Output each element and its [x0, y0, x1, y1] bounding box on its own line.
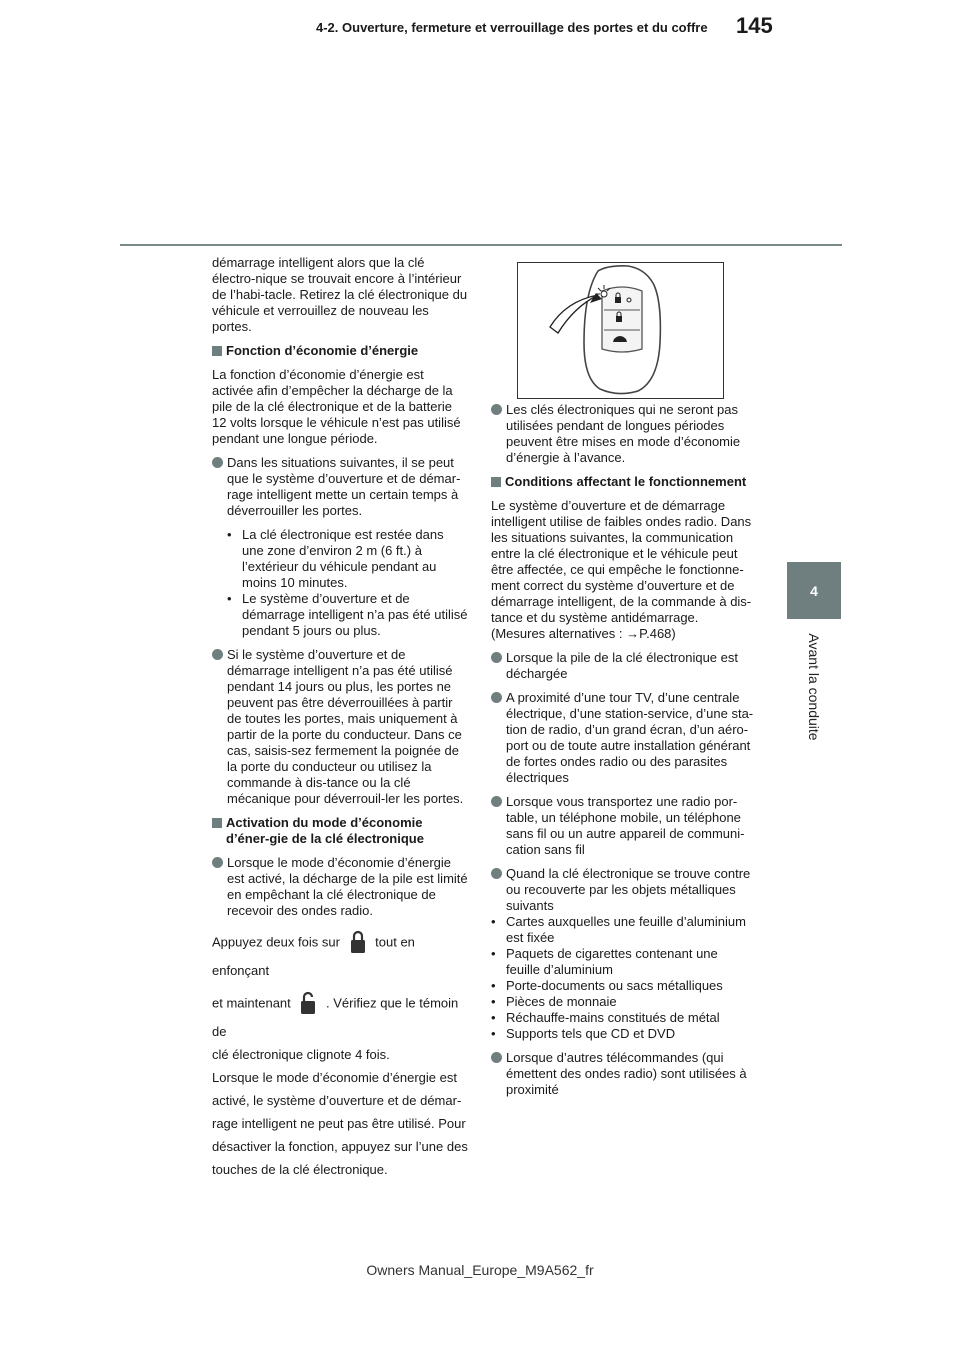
sub-list-item: • Cartes auxquelles une feuille d’aluminium est fixée	[491, 914, 754, 946]
list-item	[491, 794, 754, 858]
bullet-text: Lorsque vous transportez une radio por-table, un téléphone mobile, un téléphone sans fil ou un autre appareil de communi-cation sans fil	[506, 794, 745, 857]
instruction-line	[212, 988, 468, 1043]
sub-list-item: • Porte-documents ou sacs métalliques	[491, 978, 723, 993]
sub-list-item: • La clé électronique est restée dans une zone d’environ 2 m (6 ft.) à l’extérieur du véhicule pendant au moins 10 minutes.	[227, 527, 468, 591]
instruction-text: tout en enfonçant	[212, 934, 415, 978]
bullet-text: Lorsque d’autres télécommandes (qui émettent des ondes radio) sont utilisées à proximité	[506, 1050, 747, 1097]
list-item	[212, 855, 468, 919]
list-item	[212, 647, 468, 807]
instruction-paragraph: Lorsque le mode d’économie d’énergie est activé, le système d’ouverture et de démar-rage intelligent ne peut pas être utilisé. Pour désactiver la fonction, appuyez sur l’une des touches de la clé électronique.	[212, 1070, 468, 1177]
list-item	[491, 650, 754, 682]
bullet-text: Si le système d’ouverture et de démarrage intelligent n’a pas été utilisé pendant 14 jours ou plus, les portes ne peuvent pas être déverrouillées à partir de toutes les portes, mais uniquement à partir de la porte du conducteur. Dans ce cas, saisis-sez fermement la poignée de la porte du conducteur ou utilisez la commande à dis-tance ou la clé mécanique pour déverrouil-ler les portes.	[227, 647, 464, 806]
chapter-tab	[787, 562, 841, 619]
instruction-line	[212, 927, 468, 982]
sub-list-item: • Paquets de cigarettes contenant une feuille d’aluminium	[491, 946, 754, 978]
unlock-button-icon	[294, 988, 322, 1020]
right-column	[491, 402, 754, 1106]
square-bullet-icon	[212, 346, 222, 356]
round-bullet-icon	[212, 649, 223, 660]
sub-list	[491, 914, 754, 1042]
round-bullet-icon	[491, 868, 502, 879]
bullet-text: Lorsque le mode d’économie d’énergie est activé, la décharge de la pile est limité en empêchant la clé électronique de recevoir des ondes radio.	[227, 855, 468, 918]
square-bullet-icon	[491, 477, 501, 487]
square-bullet-icon	[212, 818, 222, 828]
sub-text: Supports tels que CD et DVD	[506, 1026, 676, 1041]
heading-energy-saving	[212, 343, 468, 359]
bullet-text: A proximité d’une tour TV, d’une centrale électrique, d’une station-service, d’une sta-tion de radio, d’un grand écran, d’un aéro-port ou de toute autre installation générant de fortes ondes radio ou des parasites électriques	[506, 690, 754, 785]
sub-list-item: • Réchauffe-mains constitués de métal	[491, 1010, 720, 1025]
round-bullet-icon	[491, 404, 502, 415]
heading-activation	[212, 815, 468, 847]
bullet-text: Dans les situations suivantes, il se peut que le système d’ouverture et de démar-rage intelligent mette un certain temps à déverrouiller les portes.	[227, 455, 461, 518]
instruction-line: clé électronique clignote 4 fois.	[212, 1047, 390, 1062]
electronic-key-illustration	[517, 262, 724, 399]
round-bullet-icon	[491, 1052, 502, 1063]
heading-text: Activation du mode d’économie d’éner-gie de la clé électronique	[226, 815, 424, 846]
list-item	[212, 455, 468, 519]
sub-text: Porte-documents ou sacs métalliques	[506, 978, 723, 993]
list-item	[491, 690, 754, 786]
sub-list-item: • Supports tels que CD et DVD	[491, 1026, 676, 1041]
sub-text: La clé électronique est restée dans une zone d’environ 2 m (6 ft.) à l’extérieur du véhicule pendant au moins 10 minutes.	[242, 527, 444, 590]
bullet-text: Lorsque la pile de la clé électronique est déchargée	[506, 650, 738, 681]
sub-text: Pièces de monnaie	[506, 994, 617, 1009]
sub-text: Le système d’ouverture et de démarrage intelligent n’a pas été utilisé pendant 5 jours ou plus.	[242, 591, 468, 638]
round-bullet-icon	[491, 796, 502, 807]
list-item	[491, 402, 754, 466]
left-column	[212, 255, 468, 1181]
chapter-label-container	[786, 632, 842, 742]
instruction-text: . Vérifiez que le témoin de	[212, 995, 459, 1039]
heading-conditions	[491, 474, 754, 490]
list-item	[491, 1050, 754, 1098]
energy-saving-paragraph: La fonction d’économie d’énergie est activée afin d’empêcher la décharge de la pile de la clé électronique et de la batterie 12 volts lorsque le véhicule n’est pas utilisé pendant une longue période.	[212, 367, 461, 446]
round-bullet-icon	[212, 457, 223, 468]
chapter-label: Avant la conduite	[806, 633, 822, 741]
bullet-text: Quand la clé électronique se trouve contre ou recouverte par les objets métalliques suivants	[506, 866, 751, 913]
heading-text: Fonction d’économie d’énergie	[226, 343, 419, 358]
intro-paragraph: démarrage intelligent alors que la clé électro-nique se trouvait encore à l’intérieur de l’habi-tacle. Retirez la clé électronique du véhicule et verrouillez de nouveau les portes.	[212, 255, 468, 334]
page-number: 145	[736, 13, 773, 38]
round-bullet-icon	[491, 652, 502, 663]
heading-text: Conditions affectant le fonctionnement	[505, 474, 747, 489]
instruction-text: et maintenant	[212, 995, 291, 1011]
header-divider	[120, 244, 842, 246]
sub-text: Réchauffe-mains constitués de métal	[506, 1010, 720, 1025]
sub-list	[227, 527, 468, 639]
sub-list-item: • Pièces de monnaie	[491, 994, 617, 1009]
conditions-paragraph: Le système d’ouverture et de démarrage intelligent utilise de faibles ondes radio. Dans les situations suivantes, la communication entre la clé électronique et le véhicule peut être affectée, ce qui empêche le fonctionne-ment correct du système d’ouverture et de démarrage intelligent, de la commande à dis-tance et du système antidémarrage. (Mesures alternatives : →P.468)	[491, 498, 752, 641]
round-bullet-icon	[212, 857, 223, 868]
round-bullet-icon	[491, 692, 502, 703]
instruction-text: Appuyez deux fois sur	[212, 934, 340, 950]
chapter-number: 4	[810, 582, 818, 599]
bullet-text: Les clés électroniques qui ne seront pas utilisées pendant de longues périodes peuvent être mises en mode d’économie d’énergie à l’avance.	[506, 402, 741, 465]
section-title: 4-2. Ouverture, fermeture et verrouillage des portes et du coffre	[316, 20, 708, 35]
sub-list-item: • Le système d’ouverture et de démarrage intelligent n’a pas été utilisé pendant 5 jours ou plus.	[227, 591, 468, 638]
sub-text: Paquets de cigarettes contenant une feuille d’aluminium	[506, 946, 718, 977]
lock-button-icon	[344, 927, 372, 959]
sub-text: Cartes auxquelles une feuille d’aluminium est fixée	[506, 914, 746, 945]
list-item	[491, 866, 754, 914]
footer-text: Owners Manual_Europe_M9A562_fr	[366, 1262, 594, 1278]
